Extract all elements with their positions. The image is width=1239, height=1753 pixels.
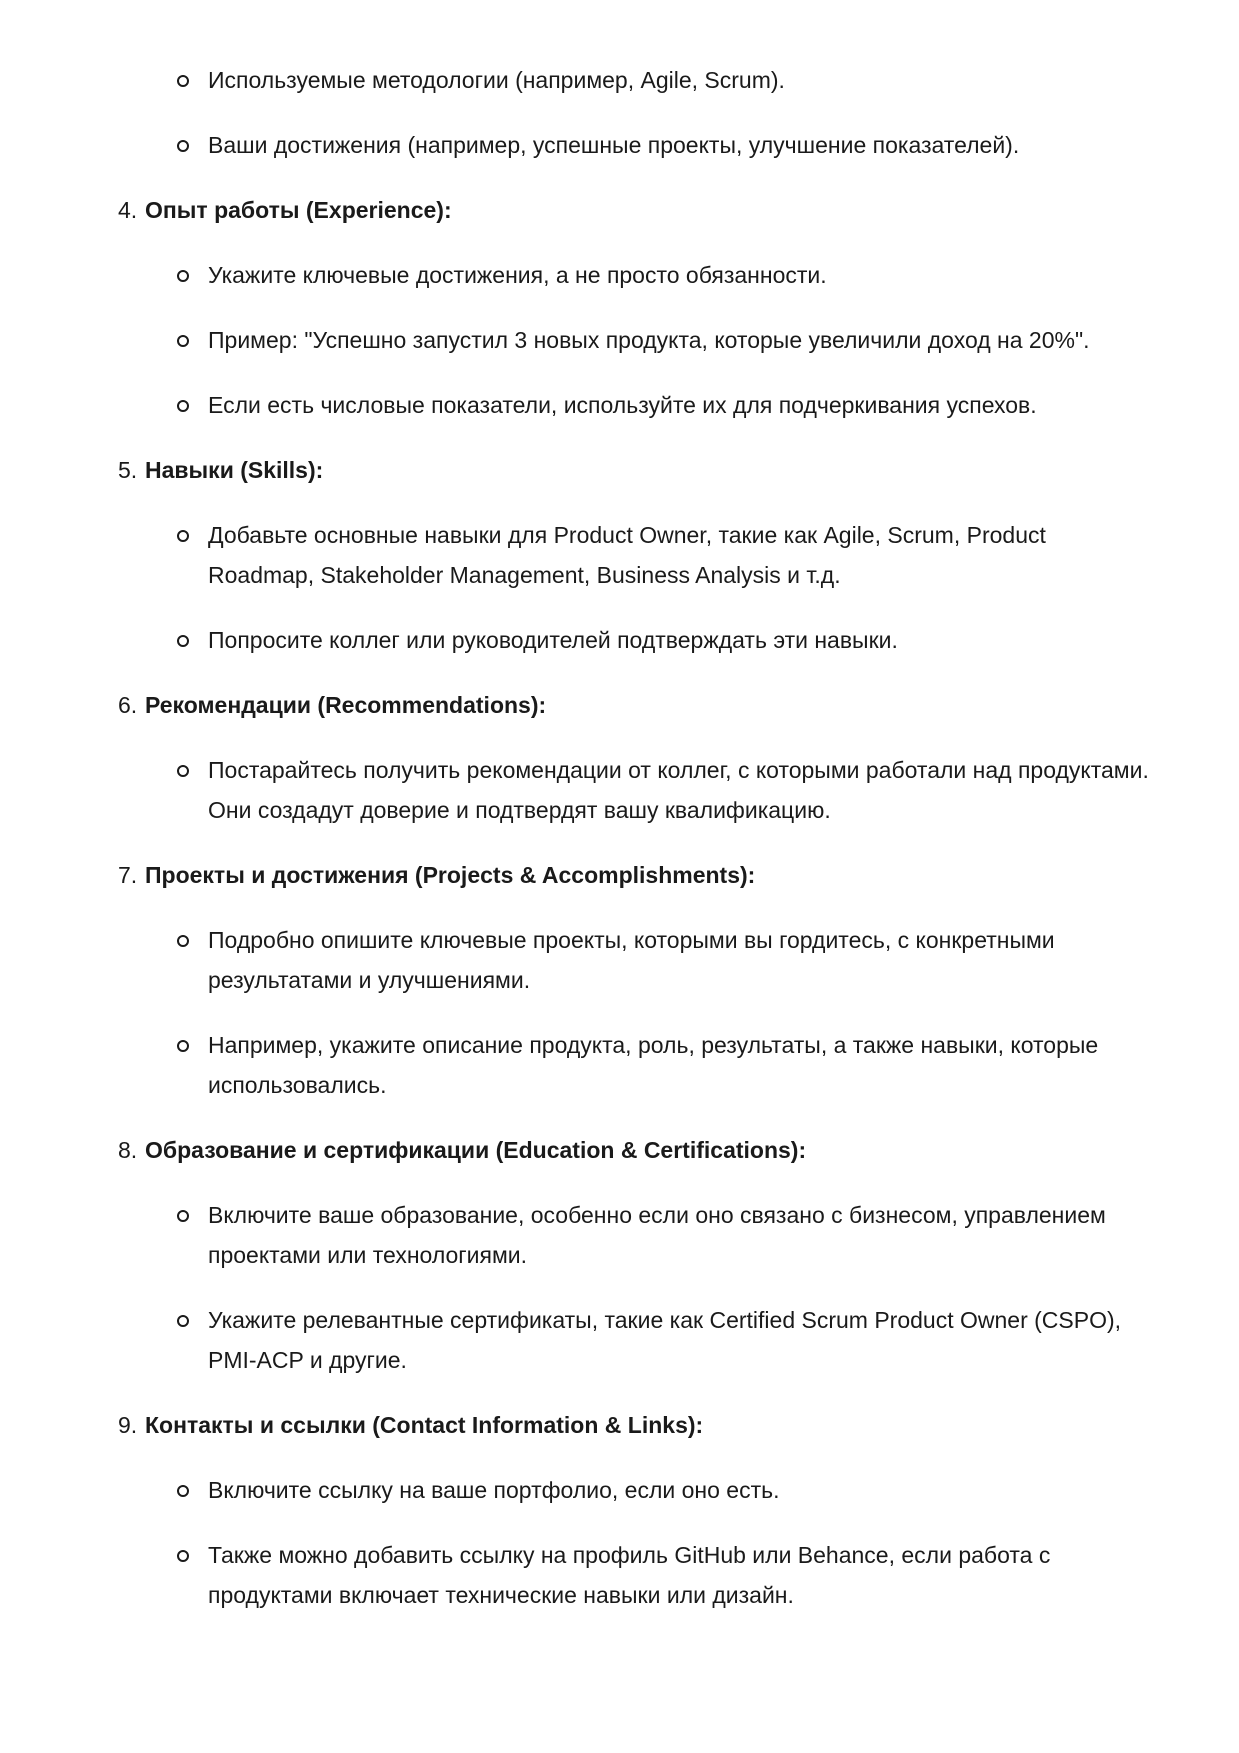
list-item-text: Включите ссылку на ваше портфолио, если оно есть. bbox=[208, 1477, 780, 1503]
list-item-text: Укажите релевантные сертификаты, такие как Certified Scrum Product Owner (CSPO), PMI-ACP и другие. bbox=[208, 1307, 1122, 1373]
list-item bbox=[0, 255, 1239, 295]
list-item-text: Постарайтесь получить рекомендации от коллег, с которыми работали над продуктами. Они создадут доверие и подтвердят вашу квалификацию. bbox=[208, 757, 1149, 823]
list-item bbox=[0, 515, 1239, 595]
section-number: 6. bbox=[118, 692, 138, 718]
list-item-text: Используемые методологии (например, Agile, Scrum). bbox=[208, 67, 785, 93]
section-title: Рекомендации (Recommendations): bbox=[145, 692, 547, 718]
section-number: 8. bbox=[118, 1137, 138, 1163]
contacts-bullet-list bbox=[0, 1470, 1239, 1615]
section-number: 4. bbox=[118, 197, 138, 223]
list-item bbox=[0, 60, 1239, 100]
list-item-text: Укажите ключевые достижения, а не просто обязанности. bbox=[208, 262, 827, 288]
hollow-circle-bullet-icon bbox=[177, 1040, 189, 1052]
experience-bullet-list bbox=[0, 255, 1239, 425]
section-number: 9. bbox=[118, 1412, 138, 1438]
list-item-text: Также можно добавить ссылку на профиль GitHub или Behance, если работа с продуктами включает технические навыки или дизайн. bbox=[208, 1542, 1051, 1608]
list-item bbox=[0, 620, 1239, 660]
section-heading-recommendations bbox=[0, 685, 1239, 725]
list-item bbox=[0, 1195, 1239, 1275]
section-heading-experience bbox=[0, 190, 1239, 230]
list-item bbox=[0, 385, 1239, 425]
hollow-circle-bullet-icon bbox=[177, 1550, 189, 1562]
hollow-circle-bullet-icon bbox=[177, 1210, 189, 1222]
skills-bullet-list bbox=[0, 515, 1239, 660]
list-item bbox=[0, 125, 1239, 165]
hollow-circle-bullet-icon bbox=[177, 935, 189, 947]
section-heading-contacts bbox=[0, 1405, 1239, 1445]
list-item bbox=[0, 1535, 1239, 1615]
list-item bbox=[0, 320, 1239, 360]
section-number: 7. bbox=[118, 862, 138, 888]
list-item bbox=[0, 1470, 1239, 1510]
hollow-circle-bullet-icon bbox=[177, 75, 189, 87]
list-item-text: Добавьте основные навыки для Product Owner, такие как Agile, Scrum, Product Roadmap, Stakeholder Management, Business Analysis и т.д. bbox=[208, 522, 1046, 588]
hollow-circle-bullet-icon bbox=[177, 400, 189, 412]
section-title: Контакты и ссылки (Contact Information & Links): bbox=[145, 1412, 704, 1438]
list-item bbox=[0, 1025, 1239, 1105]
education-bullet-list bbox=[0, 1195, 1239, 1380]
document-content bbox=[0, 60, 1239, 1640]
hollow-circle-bullet-icon bbox=[177, 530, 189, 542]
list-item bbox=[0, 1300, 1239, 1380]
hollow-circle-bullet-icon bbox=[177, 765, 189, 777]
projects-bullet-list bbox=[0, 920, 1239, 1105]
section-number: 5. bbox=[118, 457, 138, 483]
list-item-text: Включите ваше образование, особенно если оно связано с бизнесом, управлением проектами или технологиями. bbox=[208, 1202, 1106, 1268]
list-item-text: Если есть числовые показатели, используйте их для подчеркивания успехов. bbox=[208, 392, 1037, 418]
hollow-circle-bullet-icon bbox=[177, 140, 189, 152]
list-item-text: Подробно опишите ключевые проекты, которыми вы гордитесь, с конкретными результатами и улучшениями. bbox=[208, 927, 1055, 993]
section-heading-projects bbox=[0, 855, 1239, 895]
list-item bbox=[0, 750, 1239, 830]
intro-bullet-list bbox=[0, 60, 1239, 165]
section-heading-education bbox=[0, 1130, 1239, 1170]
list-item bbox=[0, 920, 1239, 1000]
section-title: Проекты и достижения (Projects & Accomplishments): bbox=[145, 862, 756, 888]
section-title: Опыт работы (Experience): bbox=[145, 197, 452, 223]
section-heading-skills bbox=[0, 450, 1239, 490]
list-item-text: Попросите коллег или руководителей подтверждать эти навыки. bbox=[208, 627, 898, 653]
hollow-circle-bullet-icon bbox=[177, 635, 189, 647]
list-item-text: Пример: "Успешно запустил 3 новых продукта, которые увеличили доход на 20%". bbox=[208, 327, 1090, 353]
list-item-text: Ваши достижения (например, успешные проекты, улучшение показателей). bbox=[208, 132, 1020, 158]
hollow-circle-bullet-icon bbox=[177, 270, 189, 282]
list-item-text: Например, укажите описание продукта, роль, результаты, а также навыки, которые использовались. bbox=[208, 1032, 1099, 1098]
recommendations-bullet-list bbox=[0, 750, 1239, 830]
section-title: Навыки (Skills): bbox=[145, 457, 324, 483]
hollow-circle-bullet-icon bbox=[177, 1315, 189, 1327]
section-title: Образование и сертификации (Education & Certifications): bbox=[145, 1137, 807, 1163]
hollow-circle-bullet-icon bbox=[177, 335, 189, 347]
hollow-circle-bullet-icon bbox=[177, 1485, 189, 1497]
